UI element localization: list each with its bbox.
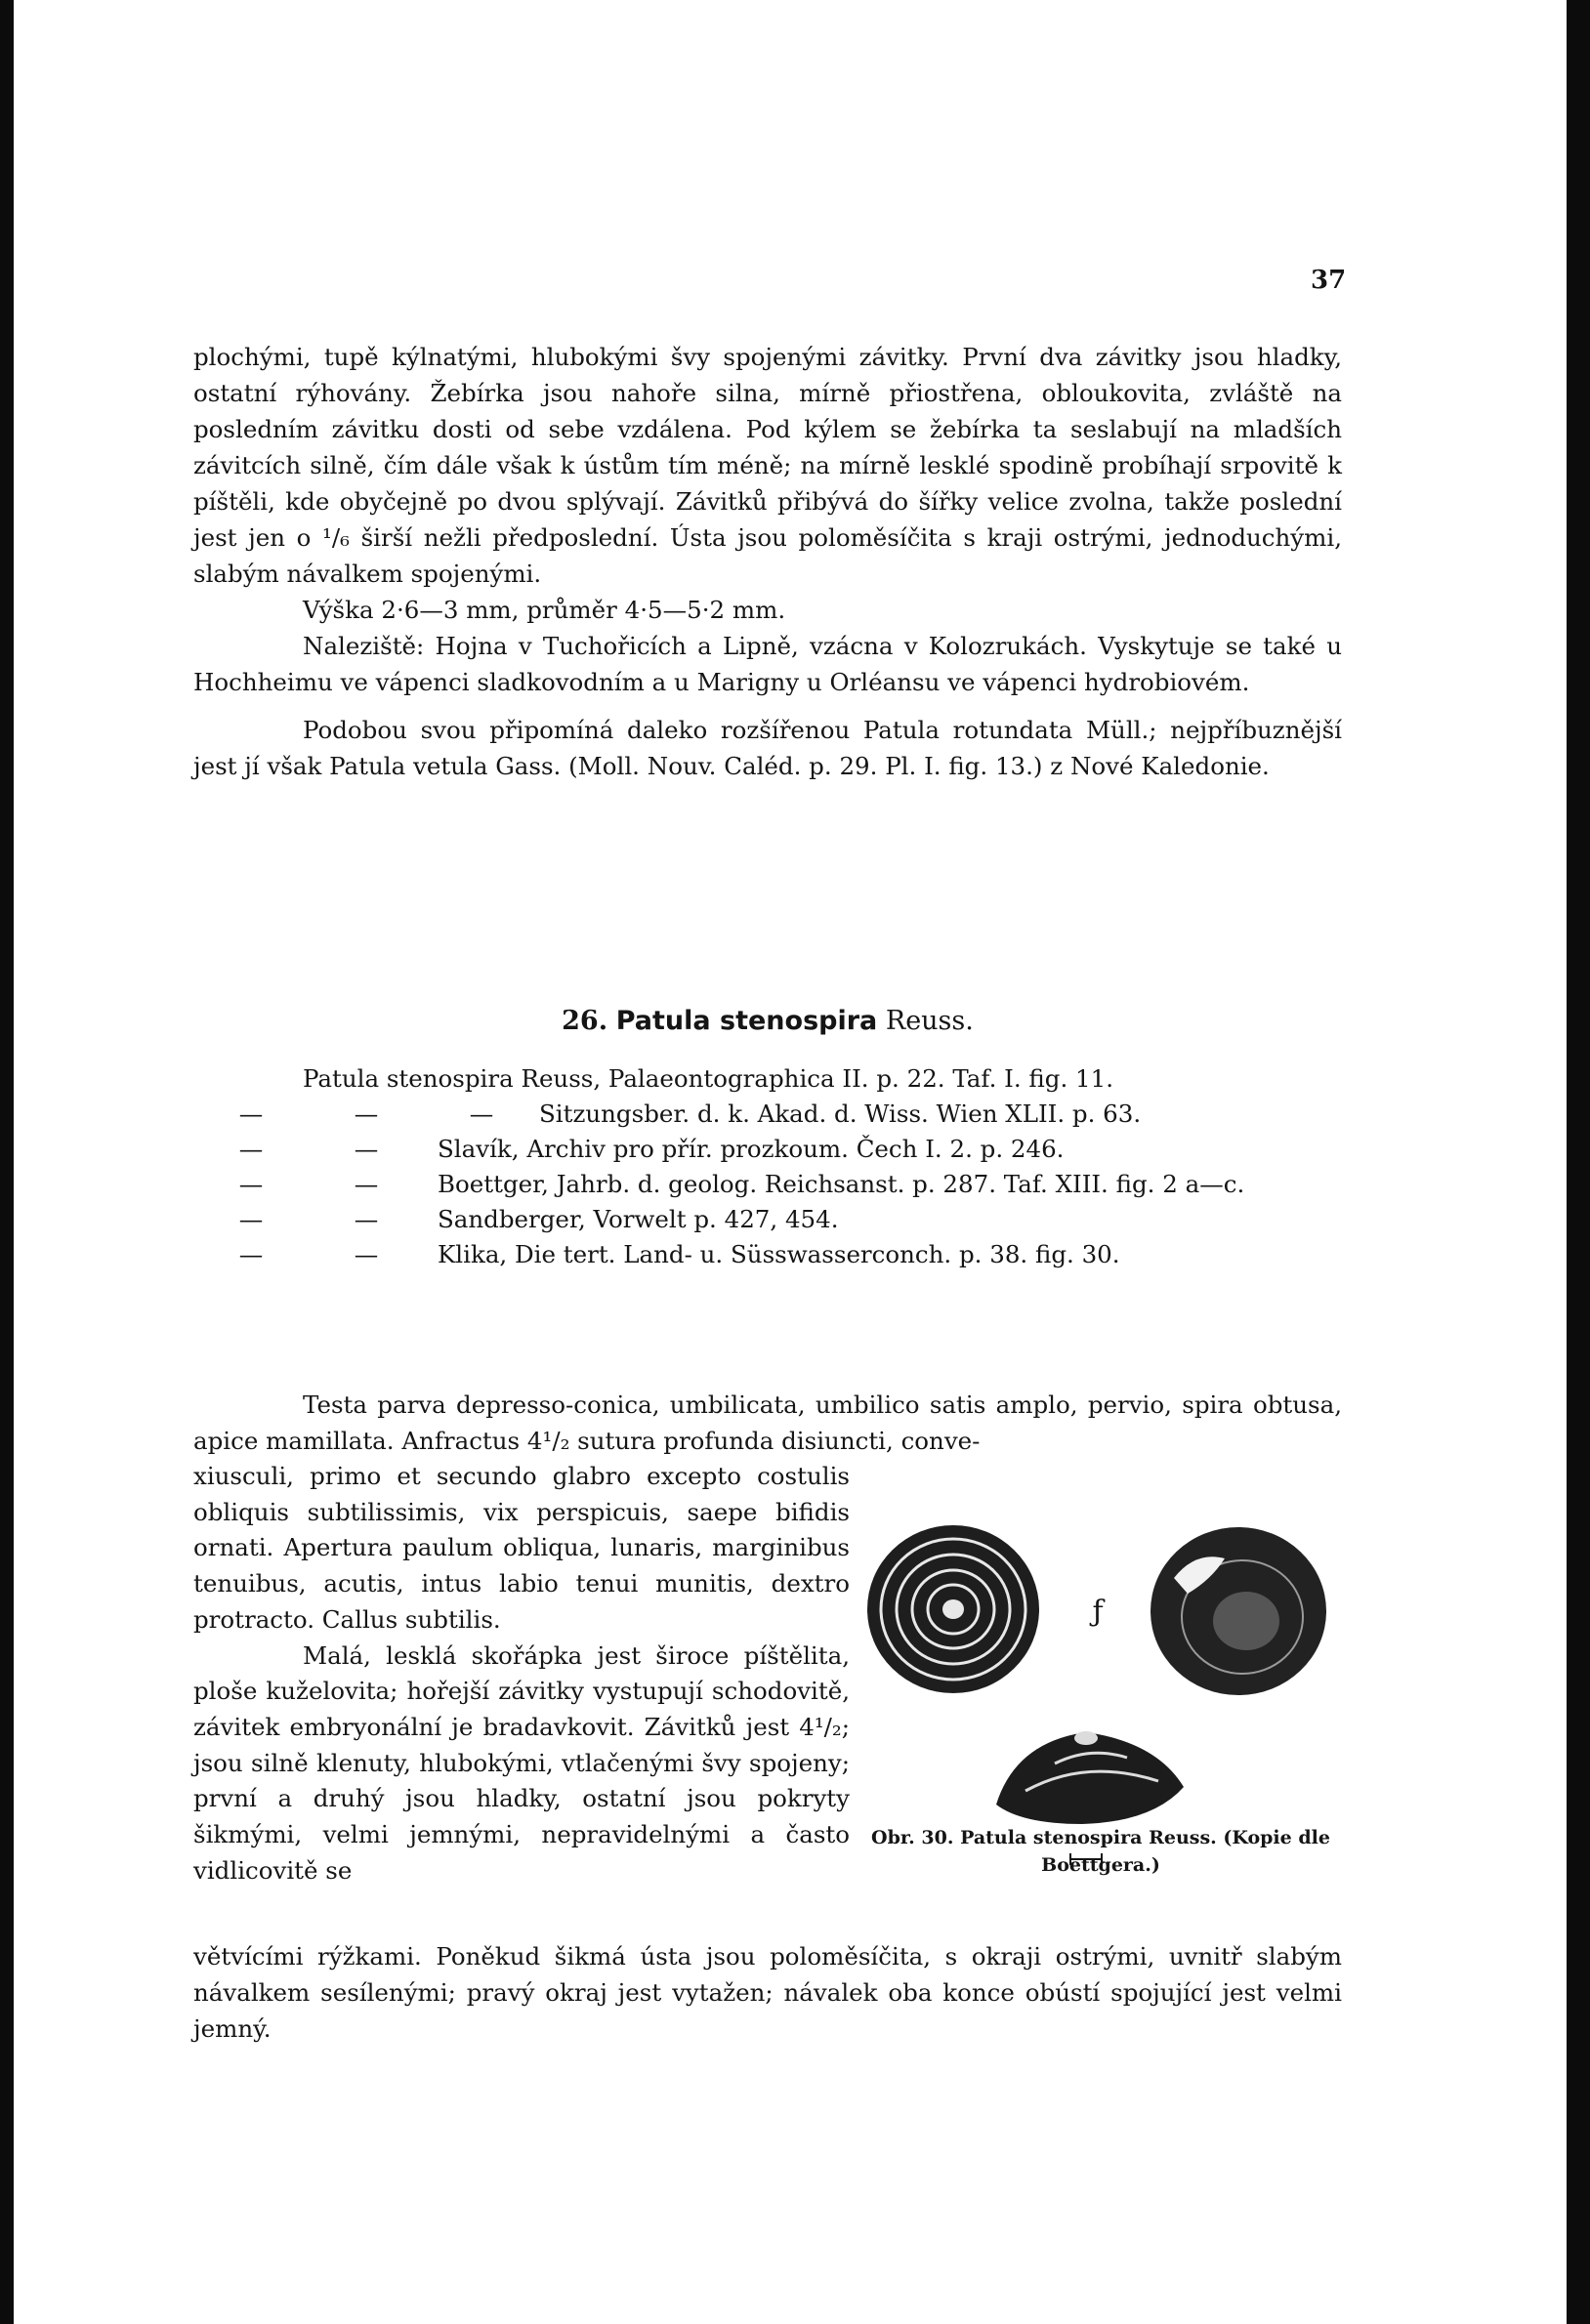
dash: — <box>238 1135 264 1163</box>
latin-description-first: Testa parva depresso-conica, umbilicata, umbilico satis amplo, pervio, spira obtusa, apice mamillata. Anfractus 4¹/₂ sutura profunda disiuncti, conve- <box>193 1390 1342 1455</box>
figure-caption <box>859 1824 1342 1879</box>
scale-mark-glyph: ƒ <box>1092 1595 1104 1629</box>
synonymy-ref: Klika, Die tert. Land- u. Süsswasserconch. p. 38. fig. 30. <box>438 1240 1120 1268</box>
dash: — <box>354 1170 379 1198</box>
scan-edge-right <box>1567 0 1590 2324</box>
synonymy-row <box>193 1237 1342 1272</box>
synonymy-first: Patula stenospira Reuss, Palaeontographica II. p. 22. Taf. I. fig. 11. <box>303 1064 1113 1093</box>
synonymy-row <box>193 1167 1342 1202</box>
czech-description-end: větvícími rýžkami. Poněkud šikmá ústa jsou poloměsíčita, s okraji ostrými, uvnitř slabým návalkem sesílenými; pravý okraj jest vytažen; návalek oba konce obústí spojující jest velmi jemný. <box>193 1942 1342 2043</box>
synonymy-row <box>193 1097 1342 1132</box>
dash: — <box>238 1100 264 1128</box>
latin-first-lines <box>193 1387 1342 1459</box>
latin-description-rest: xiusculi, primo et secundo glabro excepto costulis obliquis subtilissimis, vix perspicuis, saepe bifidis ornati. Apertura paulum obliqua, lunaris, marginibus tenuibus, acutis, intus labio tenui munitis, dextro protracto. Callus subtilis. <box>193 1462 850 1634</box>
species-author: Reuss. <box>885 1006 974 1036</box>
synonymy-list <box>193 1061 1342 1272</box>
shell-top-view <box>867 1525 1039 1693</box>
page-number: 37 <box>1311 266 1347 295</box>
synonymy-row <box>193 1132 1342 1167</box>
dash: — <box>354 1240 379 1268</box>
synonymy-ref: Sitzungsber. d. k. Akad. d. Wiss. Wien XLII. p. 63. <box>539 1100 1142 1128</box>
czech-description: Malá, lesklá skořápka jest široce píštělita, ploše kuželovita; hořejší závitky vystupují schodovitě, závitek embryonální je bradavkovit. Závitků jest 4¹/₂; jsou silně klenuty, hlubokými, vtlačenými švy spojeny; první a druhý jsou hladky, ostatní jsou pokryty šikmými, velmi jemnými, nepravidelnými a často vidlicovitě se <box>193 1640 850 1885</box>
dash: — <box>469 1100 494 1128</box>
shell-bottom-view <box>1151 1527 1326 1695</box>
dash: — <box>238 1240 264 1268</box>
scan-edge-left <box>0 0 14 2324</box>
synonymy-ref: Sandberger, Vorwelt p. 427, 454. <box>438 1205 839 1233</box>
paragraph-localities: Naleziště: Hojna v Tuchořicích a Lipně, vzácna v Kolozrukách. Vyskytuje se také u Hochheimu ve vápenci sladkovodním a u Marigny u Orléansu ve vápenci hydrobiovém. <box>193 632 1342 696</box>
synonymy-ref: Slavík, Archiv pro přír. prozkoum. Čech I. 2. p. 246. <box>438 1135 1065 1163</box>
paragraph-comparison: Podobou svou připomíná daleko rozšířenou Patula rotundata Müll.; nejpříbuznější jest jí však Patula vetula Gass. (Moll. Nouv. Caléd. p. 29. Pl. I. fig. 13.) z Nové Kaledonie. <box>193 716 1342 780</box>
dash: — <box>354 1135 379 1163</box>
species-number: 26. <box>562 1006 608 1036</box>
closing-text <box>193 1938 1342 2047</box>
species-name: Patula stenospira <box>615 1006 878 1036</box>
paragraph-shell-description: plochými, tupě kýlnatými, hlubokými švy spojenými závitky. První dva závitky jsou hladky, ostatní rýhovány. Žebírka jsou nahoře silna, mírně přiostřena, obloukovita, zvláště na posledním závitku dosti od sebe vzdálena. Pod kýlem se žebírka ta seslabují na mladších závitcích silně, čím dále však k ústům tím méně; na mírně lesklé spodině probíhají srpovitě k píštěli, kde obyčejně po dvou splývají. Závitků přibývá do šířky velice zvolna, takže poslední jest jen o ¹/₆ širší nežli předposlední. Ústa jsou poloměsíčita s kraji ostrými, jednoduchými, slabým návalkem spojenými. <box>193 343 1342 588</box>
dash: — <box>354 1100 379 1128</box>
species-heading <box>193 1006 1342 1036</box>
synonymy-ref: Boettger, Jahrb. d. geolog. Reichsanst. p. 287. Taf. XIII. fig. 2 a—c. <box>438 1170 1245 1198</box>
top-text <box>193 339 1342 784</box>
scale-mark <box>1089 1595 1105 1629</box>
dash: — <box>238 1205 264 1233</box>
dash: — <box>354 1205 379 1233</box>
figure-caption-text: Patula stenospira Reuss. (Kopie dle Boettgera.) <box>960 1827 1330 1876</box>
figure-label: Obr. 30. <box>871 1827 954 1848</box>
two-column-text <box>193 1459 850 1888</box>
paragraph-dimensions: Výška 2·6—3 mm, průměr 4·5—5·2 mm. <box>303 596 786 624</box>
synonymy-row <box>193 1202 1342 1237</box>
dash: — <box>238 1170 264 1198</box>
